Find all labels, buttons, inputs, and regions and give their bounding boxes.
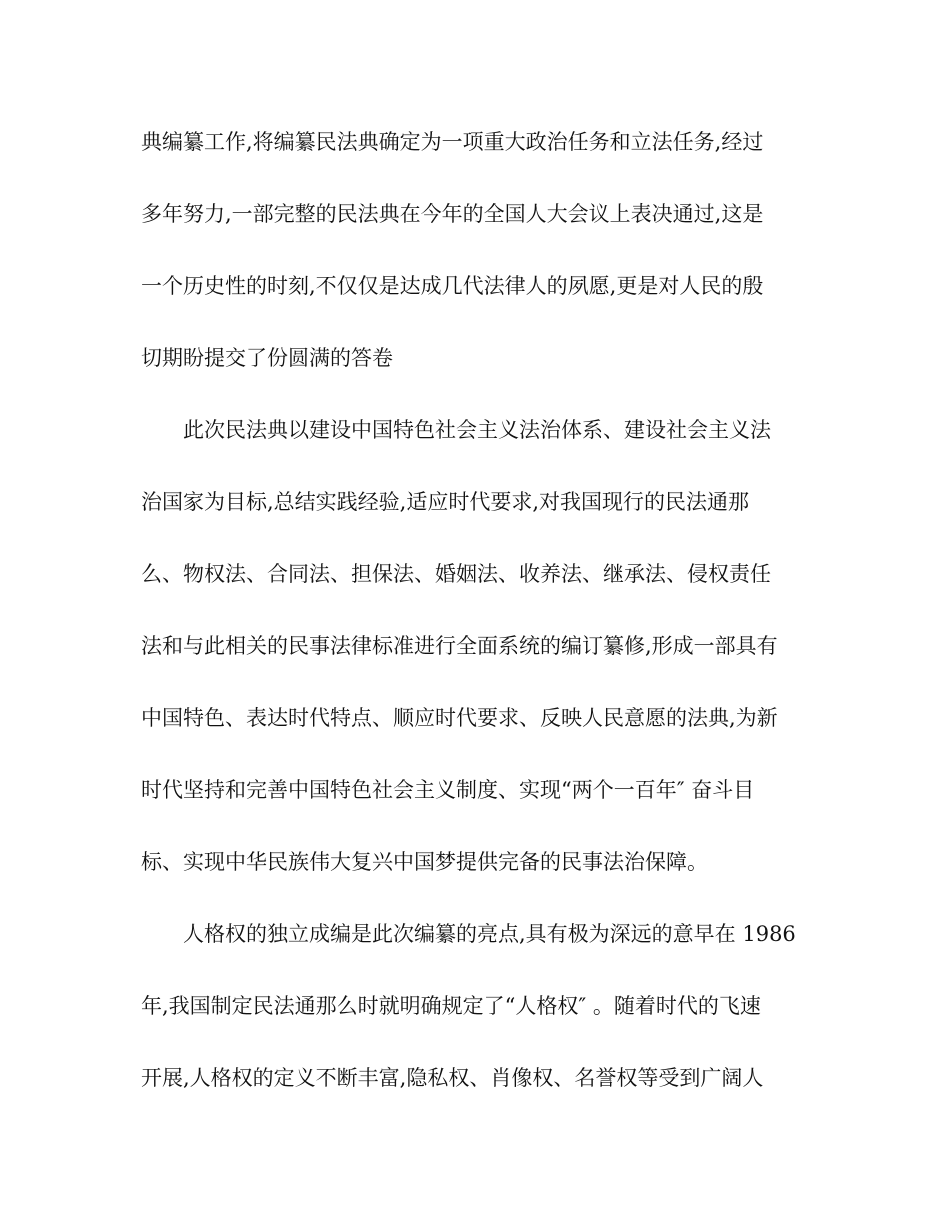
text-line: 典编纂工作,将编纂民法典确定为一项重大政治任务和立法任务,经过 bbox=[141, 130, 764, 154]
text-line: 治国家为目标,总结实践经验,适应时代要求,对我国现行的民法通那 bbox=[141, 490, 750, 514]
text-line: 多年努力,一部完整的民法典在今年的全国人大会议上表决通过,这是 bbox=[141, 202, 764, 226]
text-line: 么、物权法、合同法、担保法、婚姻法、收养法、继承法、侵权责任 bbox=[141, 562, 771, 586]
text-line: 年,我国制定民法通那么时就明确规定了“人格权″ 。随着时代的飞速 bbox=[141, 994, 761, 1018]
text-line: 标、实现中华民族伟大复兴中国梦提供完备的民事法治保障。 bbox=[141, 850, 708, 874]
text-line: 一个历史性的时刻,不仅仅是达成几代法律人的夙愿,更是对人民的殷 bbox=[141, 274, 764, 298]
paragraph-first-line: 人格权的独立成编是此次编纂的亮点,具有极为深远的意早在 1986 bbox=[183, 922, 796, 946]
text-line: 切期盼提交了份圆满的答卷 bbox=[141, 346, 393, 370]
text-line: 法和与此相关的民事法律标准进行全面系统的编订纂修,形成一部具有 bbox=[141, 634, 778, 658]
text-line: 开展,人格权的定义不断丰富,隐私权、肖像权、名誉权等受到广阔人 bbox=[141, 1066, 764, 1090]
paragraph-first-line: 此次民法典以建设中国特色社会主义法治体系、建设社会主义法 bbox=[183, 418, 771, 442]
text-line: 中国特色、表达时代特点、顺应时代要求、反映人民意愿的法典,为新 bbox=[141, 706, 778, 730]
text-line: 时代坚持和完善中国特色社会主义制度、实现“两个一百年″ 奋斗目 bbox=[141, 778, 755, 802]
